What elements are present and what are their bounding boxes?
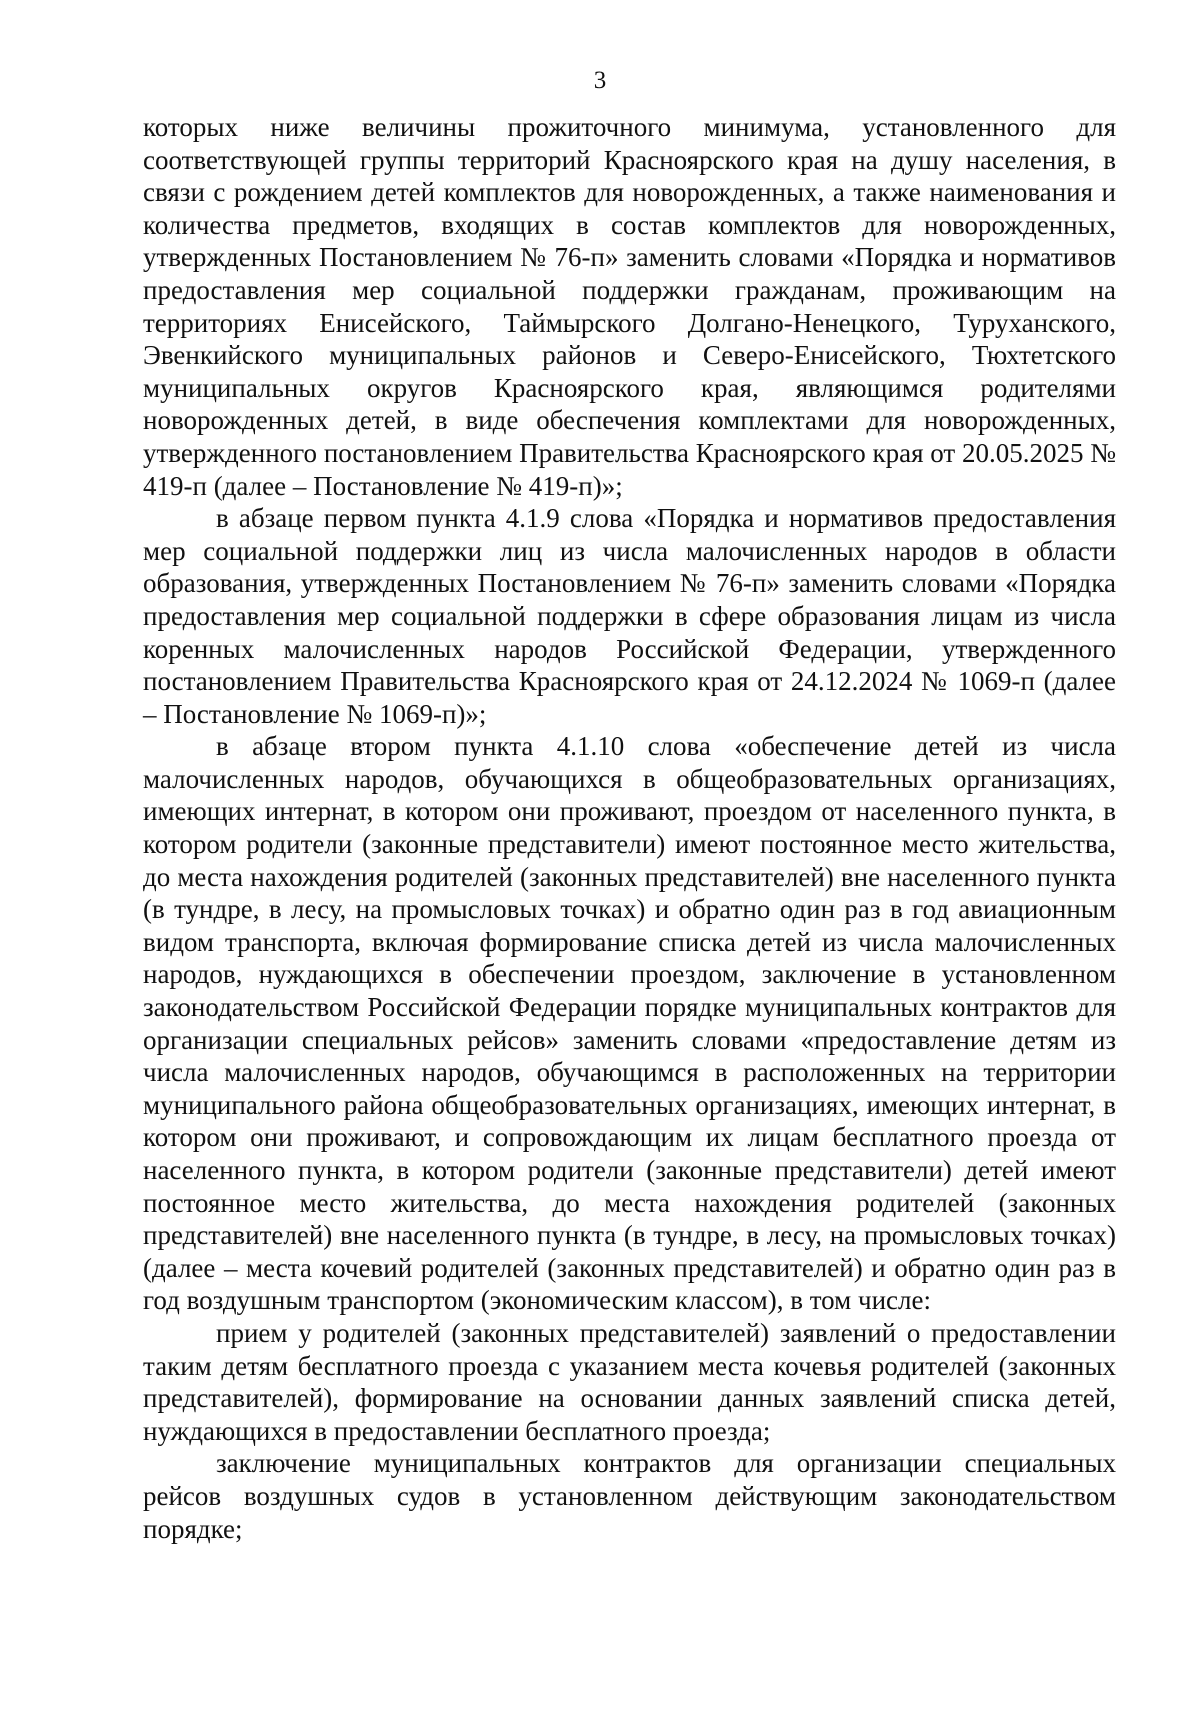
paragraph-item-4-1-9: в абзаце первом пункта 4.1.9 слова «Порядка и нормативов предоставления мер социальной поддержки лиц из числа малочисленных народов в области образования, утвержденных Постановлением № 76-п» заменить словами «Порядка предоставления мер социальной поддержки в сфере образования лицам из числа коренных малочисленных народов Российской Федерации, утвержденного постановлением Правительства Красноярского края от 24.12.2024 № 1069-п (далее – Постановление № 1069-п)»; [143, 503, 1116, 729]
paragraph-item-4-1-10: в абзаце втором пункта 4.1.10 слова «обеспечение детей из числа малочисленных народов, обучающихся в общеобразовательных организациях, имеющих интернат, в котором они проживают, проездом от населенного пункта, в котором родители (законные представители) имеют постоянное место жительства, до места нахождения родителей (законных представителей) вне населенного пункта (в тундре, в лесу, на промысловых точках) и обратно один раз в год авиационным видом транспорта, включая формирование списка детей из числа малочисленных народов, нуждающихся в обеспечении проездом, заключение в установленном законодательством Российской Федерации порядке муниципальных контрактов для организации специальных рейсов» заменить словами «предоставление детям из числа малочисленных народов, обучающимся в расположенных на территории муниципального района общеобразовательных организациях, имеющих интернат, в котором они проживают, и сопровождающим их лицам бесплатного проезда от населенного пункта, в котором родители (законные представители) детей имеют постоянное место жительства, до места нахождения родителей (законных представителей) вне населенного пункта (в тундре, в лесу, на промысловых точках) (далее – места кочевий родителей (законных представителей) и обратно один раз в год воздушным транспортом (экономическим классом), в том числе: [143, 731, 1116, 1316]
paragraph-application-intake: прием у родителей (законных представителей) заявлений о предоставлении таким детям бесплатного проезда с указанием места кочевья родителей (законных представителей), формирование на основании данных заявлений списка детей, нуждающихся в предоставлении бесплатного проезда; [143, 1317, 1116, 1446]
paragraph-contracts: заключение муниципальных контрактов для организации специальных рейсов воздушных судов в установленном действующим законодательством порядке; [143, 1448, 1116, 1544]
page-number: 3 [593, 67, 607, 94]
document-body [143, 111, 1116, 1545]
paragraph-continuation: которых ниже величины прожиточного минимума, установленного для соответствующей группы территорий Красноярского края на душу населения, в связи с рождением детей комплектов для новорожденных, а также наименования и количества предметов, входящих в состав комплектов для новорожденных, утвержденных Постановлением № 76-п» заменить словами «Порядка и нормативов предоставления мер социальной поддержки гражданам, проживающим на территориях Енисейского, Таймырского Долгано-Ненецкого, Туруханского, Эвенкийского муниципальных районов и Северо-Енисейского, Тюхтетского муниципальных округов Красноярского края, являющимся родителями новорожденных детей, в виде обеспечения комплектами для новорожденных, утвержденного постановлением Правительства Красноярского края от 20.05.2025 № 419-п (далее – Постановление № 419-п)»; [143, 112, 1116, 501]
